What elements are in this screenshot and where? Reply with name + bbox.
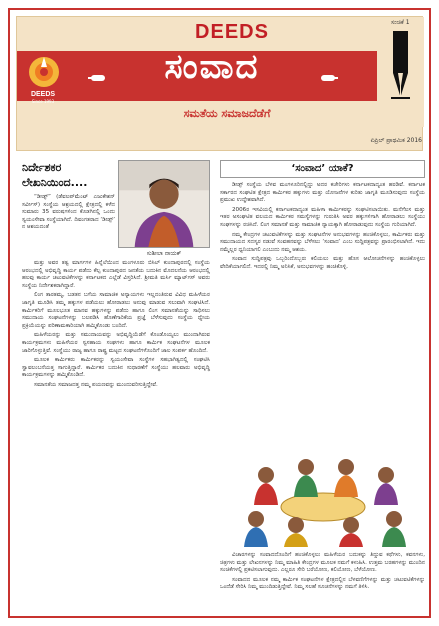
why-samvada-heading: ‘ಸಂವಾದ’ ಯಾಕೆ?	[220, 160, 425, 178]
editor-paragraph: ಮತ್ತು ಅವರ ತತ್ವ ಮಾರ್ಗಗಳ ಹಿನ್ನೆಲೆಯಿಂದ ಮಂಗಳೂರು ಬಿಸಿಲ್ ಕುಂದಾಪುರದಲ್ಲಿ ಸಂಸ್ಥೆಯ ಆರಂಭದಲ್ಲಿ ಅಭಿವೃದ್ಧಿ ಕಾರ್ಯ ಪಡೆದು ಕೆಲ್ಸ ಕುಂದಾಪುರದ ಜನತೆಯ ಬದುಕಿನ ಮೊದಲನೆಯ ಆರಂಭದಲ್ಲಿ ಹಲವು ಕಾರ್ಯ ಚಟುವಟಿಕೆಗಳನ್ನು ಕರ್ನಾಟಕದ ಎಲ್ಲೆಡೆ ವಿಸ್ತರಿಸಿದೆ. ಶ್ರೀಮತಿ ಮರ್ಸಿ ಮ್ಯಾಟ್‌ಗಸ್ ಅವರು ಸಂಸ್ಥೆಯ ನಿರ್ದೇಶಕರಾಗಿದ್ದಾರೆ.	[22, 260, 210, 289]
fountain-pen-icon	[377, 17, 424, 127]
article-paragraph: ವಿಚಾರಗಳನ್ನು ಸಂವಾದದೊಂದಿಗೆ ಹಂಚಿಕೊಳ್ಳಲು ಮಹಿಳೆಯರ ಬದುಕನ್ನು ತಿದ್ದುವ ಕಥೆಗಳು, ಕವನಗಳು, ಚಿತ್ರಗಳು ಮತ್ತು ಲೇಖನಗಳನ್ನು ನಿಮ್ಮ ಮಾಹಿತಿ ಕೇಂದ್ರಗಳ ಮೂಲಕ ನಮಗೆ ಕಳುಹಿಸಿ. ಉತ್ತಮ ಬರಹಗಳನ್ನು ಮುಂದಿನ ಸಂಚಿಕೆಗಳಲ್ಲಿ ಪ್ರಕಟಿಸಲಾಗುವುದು. ಎಲ್ಲರೂ ಸೇರಿ ಬರೆಯೋಣ, ಕಲಿಯೋಣ, ಬೆಳೆಯೋಣ.	[220, 552, 425, 574]
issue-label: ಸಂಚಿಕೆ 1	[391, 19, 410, 26]
logo-name: DEEDS	[30, 91, 56, 98]
logo-since: Since 1993	[31, 99, 55, 104]
editor-heading	[22, 160, 117, 190]
article-paragraph: 2006ರ ಇಸವಿಯಲ್ಲಿ ಕರ್ನಾಟಕದಾದ್ಯಂತ ಮಹಿಳಾ ಕಾರ್ಮಿಕರನ್ನು ಸಂಘಟಿಸಲಾಯಿತು. ಮನೆಗೆಲಸ ಮತ್ತು ಇತರ ಅಸಂಘಟಿತ ವಲಯದ ಕಾರ್ಮಿಕರ ಸಮಸ್ಯೆಗಳನ್ನು ಗುರುತಿಸಿ ಅವರ ಹಕ್ಕುಗಳಿಗಾಗಿ ಹೋರಾಡಲು ಸಂಸ್ಥೆಯು ಸಂಘಗಳನ್ನು ರಚಿಸಿದೆ. ಲಿಂಗ ಸಮಾನತೆ ಮತ್ತು ಸಾಮಾಜಿಕ ನ್ಯಾಯಕ್ಕಾಗಿ ಹೋರಾಡುವುದು ಸಂಸ್ಥೆಯ ಗುರಿಯಾಗಿದೆ.	[220, 206, 425, 228]
women-meeting-illustration	[226, 445, 421, 547]
article-paragraph: ನಮ್ಮ ಕೇಂದ್ರಗಳ ಚಟುವಟಿಕೆಗಳನ್ನು ಮತ್ತು ಸಂಘಟನೆಗಳ ಅನುಭವಗಳನ್ನು ಹಂಚಿಕೊಳ್ಳಲು, ಕಾರ್ಮಿಕರು ಮತ್ತು ಸಮುದಾಯದ ಸದಸ್ಯರ ನಡುವೆ ಸಂವಹನವನ್ನು ಬೆಳೆಸಲು ‘ಸಂವಾದ’ ಎಂಬ ಸುದ್ದಿಪತ್ರವನ್ನು ಪ್ರಾರಂಭಿಸಲಾಗಿದೆ. ಇದು ನಮ್ಮೆಲ್ಲರ ಧ್ವನಿಯಾಗಲಿ ಎಂಬುದು ನಮ್ಮ ಆಶಯ.	[220, 231, 425, 253]
photo-caption: ಸುಶೀಲಾ ನಾಯಕ್	[146, 250, 182, 257]
left-column	[20, 160, 210, 615]
why-samvada-body-continued	[220, 552, 425, 594]
editor-heading-line2: ಲೇಖನಿಯಿಂದ....	[22, 176, 88, 189]
editor-body	[22, 260, 210, 392]
newsletter-title: ಸಂವಾದ	[164, 47, 260, 87]
editor-paragraph: ಸಮಾನತೆಯ ಸಮಾಜದತ್ತ ನಮ್ಮ ಪಯಣವನ್ನು ಮುಂದುವರಿಸುತ್ತಿದ್ದೇವೆ.	[34, 381, 158, 388]
why-samvada-body	[220, 182, 425, 274]
editor-paragraph: ಲಿಂಗ ತಾರತಮ್ಯ, ಬಡತನ ಬಗೆಯ ಸಾಮಾಜಿಕ ಅನ್ಯಾಯಗಳು ಇಲ್ಲದಂತಿರುವ ವಿವಿಧ ಮಹಿಳೆಯರ ಜಾಗೃತಿ ಮೂಡಿಸಿ ತಮ್ಮ ಹಕ್ಕುಗಳ ಪಡೆಯಲು ಹೋರಾಡಲು ಅನುವು ಮಾಡುವ ಸಲುವಾಗಿ ಸಂಘಟಿಸಿದೆ. ಕಾರ್ಮಿಕರಿಗೆ ಮೂಲಭೂತ ಮಾನವ ಹಕ್ಕುಗಳನ್ನು ಪಡೆದು ಹಾಗೂ ಲಿಂಗ ಸಮಾನತೆಯನ್ನು ಸಾಧಿಸಲು ಸಮುದಾಯ ಸಂಘಟನೆಗಳನ್ನು ಬಲಪಡಿಸಿ ಹೊಣೆಗಾರಿಕೆಯ ಪ್ರಜ್ಞೆ ಬೆಳೆಸುವುದು ಸಂಸ್ಥೆಯ ಧ್ಯೇಯ ಪ್ರಕ್ರಿಯೆಯನ್ನು ಪರಿಣಾಮಕಾರಿಯಾಗಿ ಹಮ್ಮಿಕೊಂಡು ಬಂದಿದೆ.	[22, 292, 210, 329]
editor-intro-text: “ಡೀಡ್ಸ್” (ಡೆವಲಪ್‌ಮೆಂಟ್ ಎಜುಕೇಶನ್ ಸರ್ವೀಸ್) ಸಂಸ್ಥೆಯ ಆಶ್ರಯದಲ್ಲಿ ಕ್ಷೇತ್ರದಲ್ಲಿ ಕಳೆದ ಸುಮಾರು 35 ವರುಷಗಳಿಂದ ಕೊಡಗಿನಲ್ಲಿ ಒಂದು ಸ್ವಯಂಸೇವಾ ಸಂಸ್ಥೆಯಾಗಿದೆ. ದಿವಂಗತರಾದ ‘ಡೀಡ್ಸ್’ ನ ಆಶಯದಂತೆ	[22, 194, 115, 231]
tagline: ಸಮತೆಯ ಸಮಾಜದೆಡೆಗೆ	[183, 107, 271, 120]
microphone-icon	[87, 67, 109, 89]
org-name-top: DEEDS	[195, 21, 269, 43]
editor-paragraph: ಮಹಿಳೆಯರನ್ನು ಮತ್ತು ಸಮುದಾಯವನ್ನು ಅಭಿವೃದ್ಧಿಯೆಡೆಗೆ ಕೊಂಡೊಯ್ಯಲು ಮುಂದಾಗಿರುವ ಕಾರ್ಯಕ್ರಮಗಳು ಮಹಿಳೆಯರ ಸ್ವಸಹಾಯ ಸಂಘಗಳು ಹಾಗೂ ಕಾರ್ಮಿಕ ಸಂಘಟನೆಗಳ ಮೂಲಕ ಜಾರಿಗೊಳ್ಳುತ್ತಿವೆ. ಸಂಸ್ಥೆಯು ರಾಜ್ಯ ಹಾಗೂ ರಾಷ್ಟ್ರ ಮಟ್ಟದ ಸಂಘಟನೆಗಳೊಂದಿಗೆ ಜಾಲ ಸಂಪರ್ಕ ಹೊಂದಿದೆ.	[22, 332, 210, 354]
article-paragraph: ಸಂವಾದದ ಮೂಲಕ ನಮ್ಮ ಕಾರ್ಮಿಕ ಸಂಘಟನೆಗಳ ಕ್ಷೇತ್ರದಲ್ಲಿನ ಬೆಳವಣಿಗೆಗಳನ್ನು ಮತ್ತು ಚಟುವಟಿಕೆಗಳನ್ನು ಒಂದೆಡೆ ಸೇರಿಸಿ ನಿಮ್ಮ ಮುಂದಿಡುತ್ತಿದ್ದೇವೆ. ನಿಮ್ಮ ಸಲಹೆ ಸೂಚನೆಗಳನ್ನು ನಮಗೆ ತಿಳಿಸಿ.	[220, 576, 425, 591]
director-photo	[118, 160, 210, 248]
article-paragraph: ಡೀಡ್ಸ್ ಸಂಸ್ಥೆಯ ಬೆಳವ ಮಂಗಳೂರಿನಲ್ಲಿದ್ದು ಅದರ ಕಚೇರಿಗಳು ಕರ್ನಾಟಕದಾದ್ಯಂತ ಹರಡಿವೆ. ಕರ್ನಾಟಕ ಸರ್ಕಾರದ ಸಂಘಟಿತ ಕ್ಷೇತ್ರದ ಕಾರ್ಮಿಕರ ಹಕ್ಕುಗಳು ಮತ್ತು ಯೋಜನೆಗಳ ಕುರಿತು ಜಾಗೃತಿ ಮೂಡಿಸುವುದು ಸಂಸ್ಥೆಯ ಪ್ರಮುಖ ಉದ್ದೇಶವಾಗಿದೆ.	[220, 182, 425, 204]
right-column	[220, 160, 425, 615]
deeds-logo-icon	[27, 55, 61, 89]
editor-paragraph: ಮೂಲಕ ಕಾರ್ಮಿಕರು ಕಾರ್ಮಿಕರನ್ನು ಸ್ವಯಂಸೇವಾ ಸಂಸ್ಥೆಗಳ ಸಹಭಾಗಿತ್ವದಲ್ಲಿ ಸಂಘಟಿಸಿ ಸ್ವಾವಲಂಬನೆಯತ್ತ ಸಾಗುತ್ತಿದ್ದಾರೆ. ಕಾರ್ಮಿಕರ ಬದುಕಿನ ಸುಧಾರಣೆಗೆ ಸಂಸ್ಥೆಯು ಹಲವಾರು ಅಭಿವೃದ್ಧಿ ಕಾರ್ಯಕ್ರಮಗಳನ್ನು ಹಮ್ಮಿಕೊಂಡಿದೆ.	[22, 357, 210, 379]
editor-intro	[22, 194, 115, 234]
issue-date: ಏಪ್ರಿಲ್ ಪ್ರಾಥಮಿಕ 2016	[370, 137, 422, 144]
newsletter-page	[8, 8, 431, 618]
editor-heading-line1: ನಿರ್ದೇಶಕರ	[22, 161, 62, 174]
microphone-icon	[317, 67, 339, 89]
masthead	[16, 16, 423, 151]
article-paragraph: ಸಂವಾದ ಸುದ್ದಿಪತ್ರವು ಒಬ್ಬರಿಂದೊಬ್ಬರು ಕಲಿಯಲು ಮತ್ತು ಹೊಸ ಆಲೋಚನೆಗಳನ್ನು ಹಂಚಿಕೊಳ್ಳಲು ವೇದಿಕೆಯಾಗಲಿದೆ. ಇದರಲ್ಲಿ ನಿಮ್ಮ ಅನಿಸಿಕೆ, ಅನುಭವಗಳನ್ನು ಹಂಚಿಕೊಳ್ಳಿ.	[220, 256, 425, 270]
